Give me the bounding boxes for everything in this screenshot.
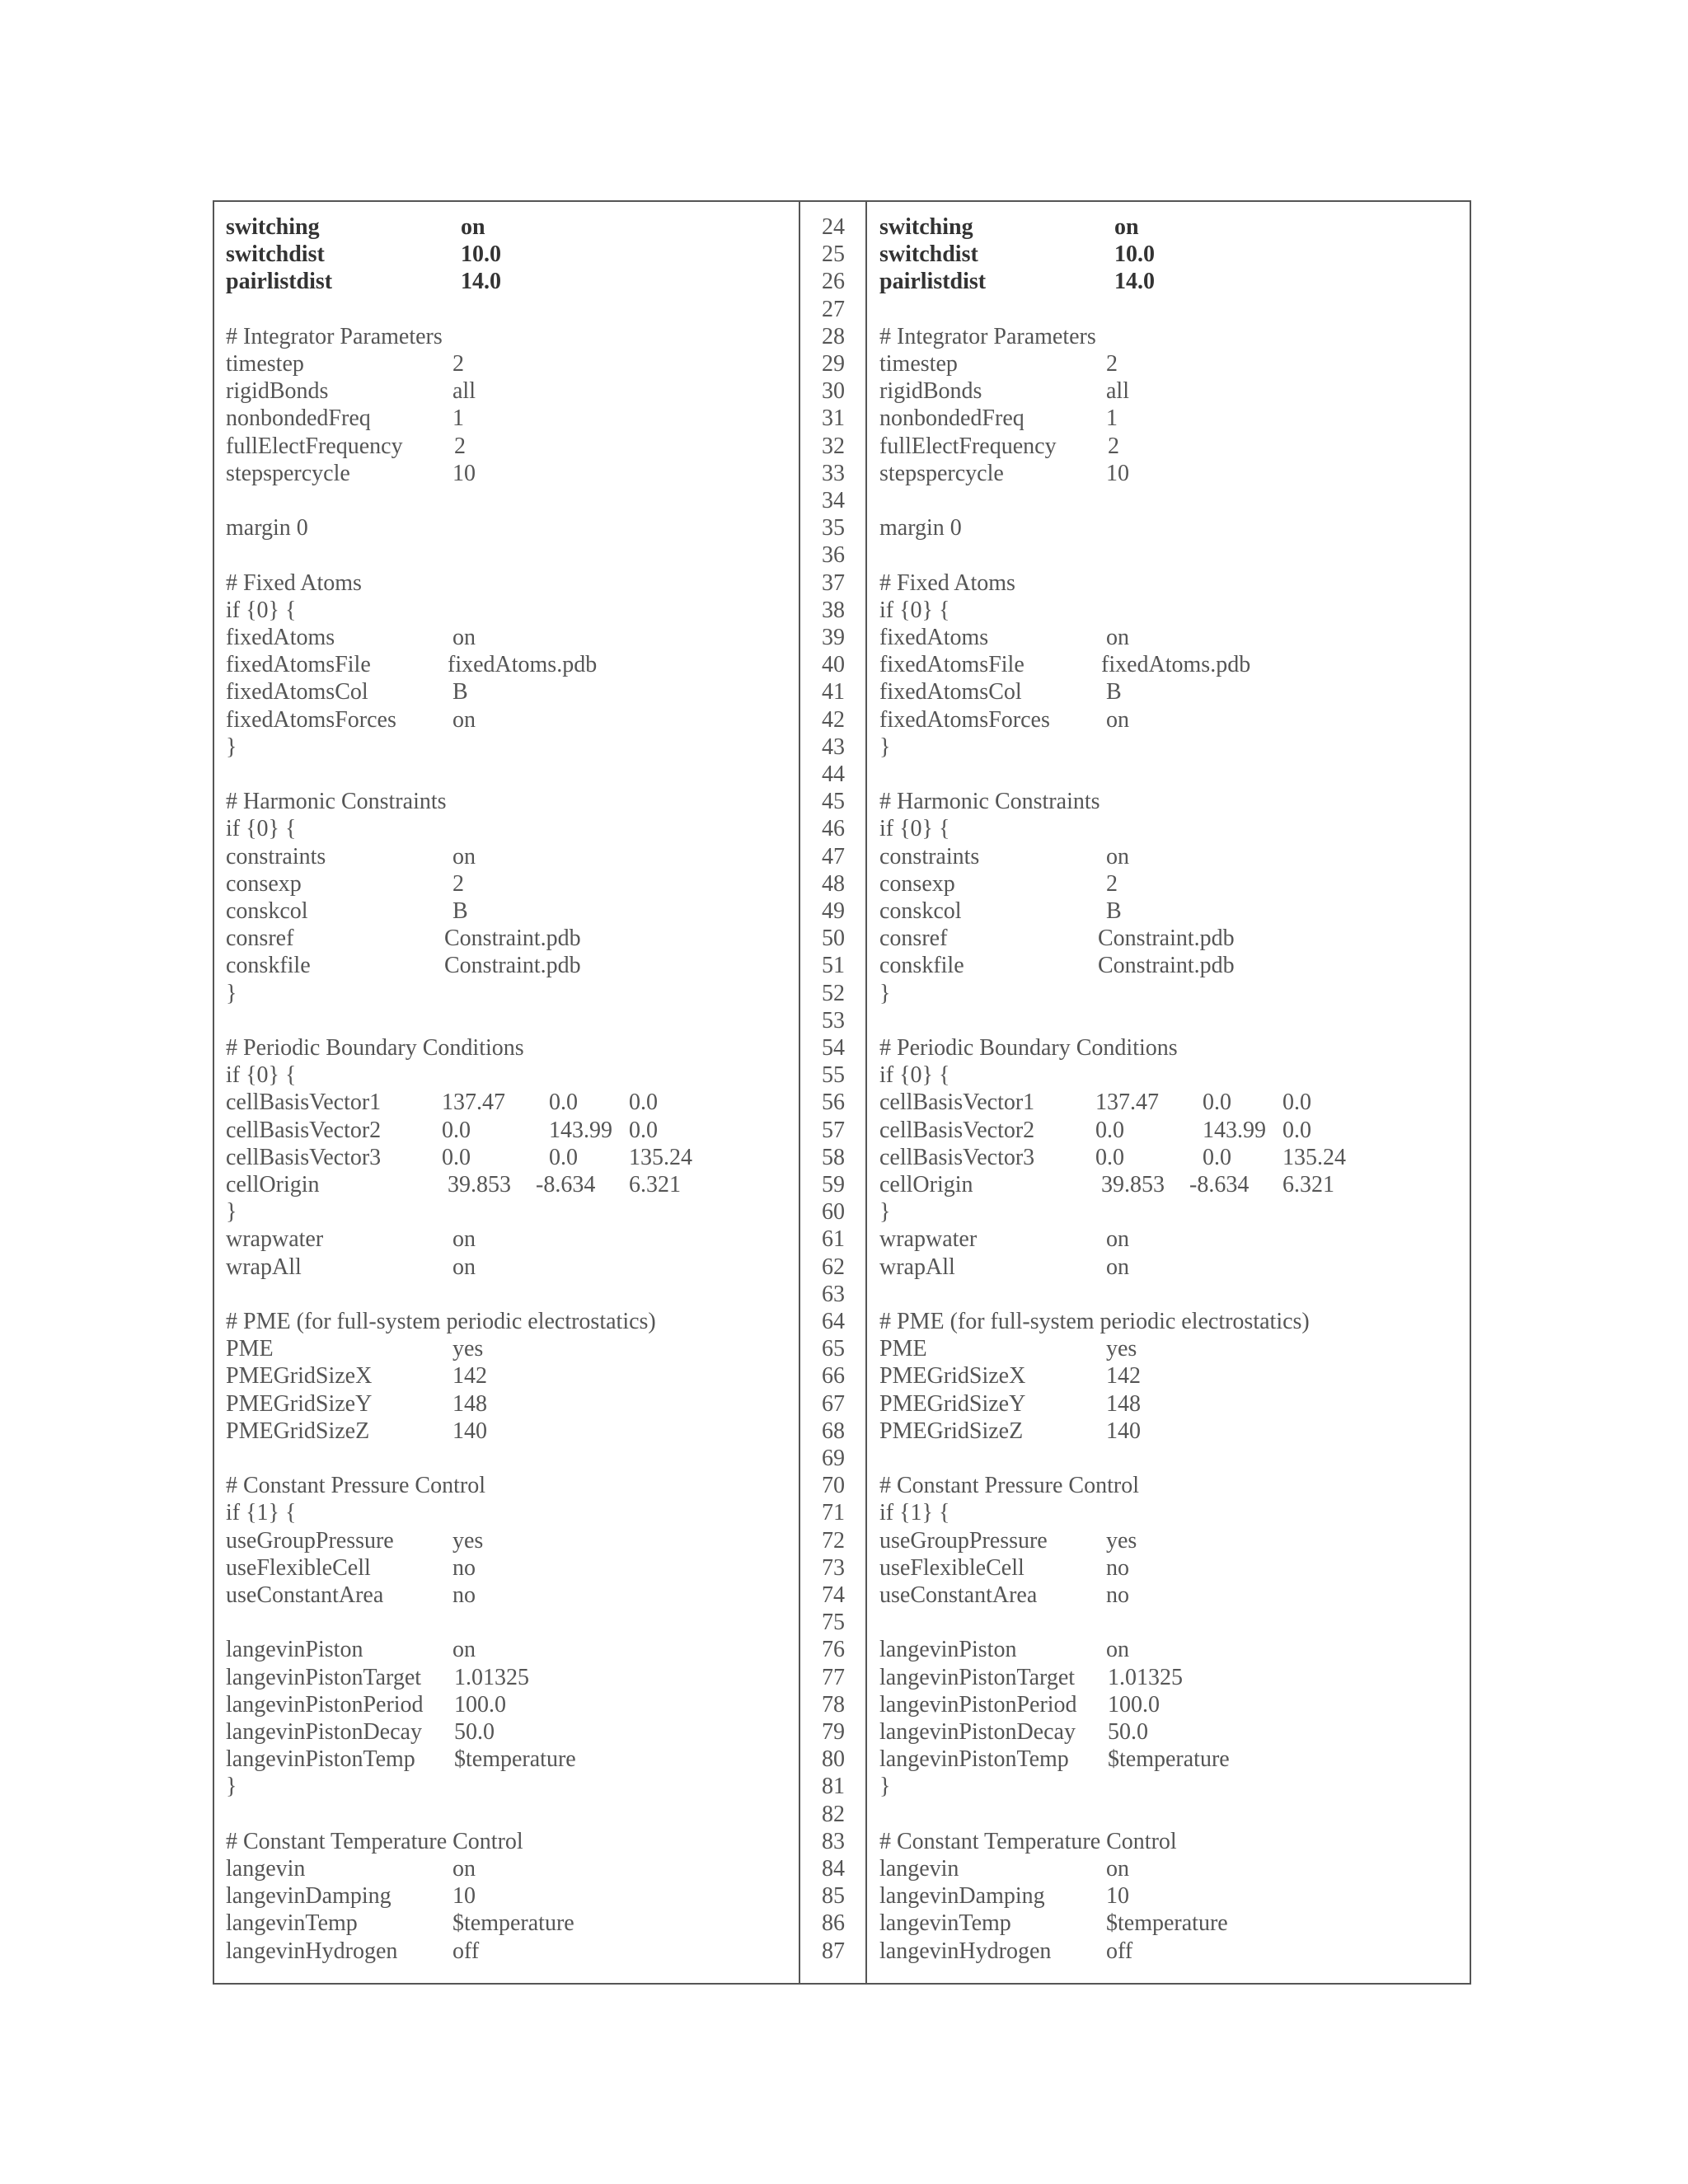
code-key: if {1} {: [879, 1500, 950, 1526]
code-key: PMEGridSizeZ: [879, 1418, 1024, 1444]
line-number: 77: [822, 1664, 845, 1690]
code-value: $temperature: [1108, 1746, 1230, 1773]
code-key: fixedAtoms: [879, 625, 989, 650]
line-number: 25: [822, 241, 845, 268]
code-key: langevinTemp: [879, 1910, 1011, 1937]
code-key: useConstantArea: [879, 1582, 1038, 1608]
code-value: 140: [1106, 1418, 1141, 1444]
code-value: -8.634: [1189, 1172, 1250, 1197]
code-value: Constraint.pdb: [444, 953, 581, 979]
code-value: no: [452, 1582, 476, 1608]
code-value: on: [1106, 843, 1129, 869]
code-value: 135.24: [1282, 1144, 1346, 1170]
line-number: 72: [822, 1527, 845, 1554]
code-key: # Periodic Boundary Conditions: [226, 1035, 524, 1061]
code-value: on: [1106, 1856, 1129, 1882]
line-number: 65: [822, 1336, 845, 1362]
code-key: cellBasisVector2: [879, 1117, 1035, 1143]
code-key: wrapAll: [879, 1254, 955, 1280]
code-key: fixedAtomsForces: [226, 706, 396, 733]
code-value: 2: [1106, 351, 1118, 377]
line-number: 63: [822, 1281, 845, 1307]
code-key: langevinPiston: [226, 1637, 363, 1663]
code-key: cellOrigin: [226, 1172, 320, 1197]
line-number: 49: [822, 898, 845, 924]
code-value: 10: [452, 1883, 476, 1910]
code-key: fixedAtomsForces: [879, 706, 1050, 733]
code-key: langevinTemp: [226, 1910, 358, 1937]
code-value: 100.0: [1108, 1691, 1160, 1718]
code-value: 39.853: [1101, 1172, 1165, 1197]
code-key: wrapwater: [879, 1226, 978, 1253]
code-value: no: [1106, 1554, 1129, 1581]
code-key: }: [879, 733, 891, 760]
code-key: cellOrigin: [879, 1172, 973, 1197]
code-key: switching: [226, 214, 320, 240]
code-value: 148: [1106, 1390, 1141, 1417]
code-value: 2: [454, 433, 466, 459]
line-number: 26: [822, 269, 845, 295]
code-key: if {0} {: [226, 597, 297, 623]
column-divider-right: [865, 200, 867, 1985]
code-key: langevinPistonPeriod: [879, 1691, 1077, 1718]
code-value: on: [1106, 625, 1129, 650]
code-key: # Fixed Atoms: [879, 569, 1015, 596]
code-value: 6.321: [1282, 1172, 1334, 1197]
code-key: }: [226, 733, 237, 760]
code-key: }: [879, 980, 891, 1006]
code-key: cellBasisVector1: [226, 1090, 382, 1116]
code-value: off: [452, 1938, 480, 1964]
line-number: 82: [822, 1801, 845, 1827]
line-number: 59: [822, 1172, 845, 1197]
code-value: 10: [1106, 1883, 1129, 1910]
code-key: langevin: [879, 1856, 959, 1882]
code-value: 0.0: [1282, 1117, 1311, 1143]
code-key: }: [226, 1199, 237, 1226]
line-number: 44: [822, 762, 845, 787]
code-value: on: [452, 1226, 476, 1253]
code-value: 14.0: [1114, 269, 1155, 295]
code-value: 0.0: [629, 1090, 658, 1116]
code-value: 0.0: [1203, 1090, 1231, 1116]
code-key: fixedAtomsCol: [879, 679, 1022, 705]
code-value: 10.0: [461, 241, 501, 268]
code-key: timestep: [879, 351, 958, 377]
line-number: 27: [822, 296, 845, 322]
line-number: 34: [822, 488, 845, 513]
code-key: langevinPistonTemp: [226, 1746, 415, 1773]
code-value: all: [452, 378, 476, 405]
code-value: on: [452, 1856, 476, 1882]
code-value: 2: [452, 351, 464, 377]
line-number: 33: [822, 460, 845, 486]
line-number: 36: [822, 542, 845, 569]
code-key: pairlistdist: [879, 269, 987, 295]
line-number: 87: [822, 1938, 845, 1964]
code-value: yes: [452, 1527, 484, 1554]
code-key: nonbondedFreq: [879, 405, 1025, 432]
code-key: # Periodic Boundary Conditions: [879, 1035, 1178, 1061]
line-number: 32: [822, 433, 845, 459]
code-key: margin 0: [226, 515, 308, 541]
code-key: # Constant Temperature Control: [879, 1828, 1177, 1854]
code-value: 50.0: [454, 1719, 495, 1745]
code-key: PMEGridSizeY: [879, 1390, 1026, 1417]
code-value: B: [452, 898, 468, 924]
code-key: constraints: [226, 843, 326, 869]
line-number: 80: [822, 1746, 845, 1773]
code-value: 0.0: [1095, 1144, 1124, 1170]
line-number: 31: [822, 405, 845, 432]
code-value: yes: [452, 1336, 484, 1362]
code-key: fixedAtomsFile: [226, 652, 371, 678]
code-key: consref: [879, 926, 948, 952]
line-number: 37: [822, 569, 845, 596]
code-key: conskfile: [226, 953, 311, 979]
code-key: langevinPistonTarget: [226, 1664, 422, 1690]
code-key: langevinDamping: [226, 1883, 392, 1910]
code-value: 2: [1106, 870, 1118, 897]
code-key: margin 0: [879, 515, 962, 541]
code-value: no: [1106, 1582, 1129, 1608]
line-number: 69: [822, 1446, 845, 1471]
code-key: langevinPistonPeriod: [226, 1691, 424, 1718]
code-key: # PME (for full-system periodic electrostatics): [879, 1309, 1310, 1334]
code-value: 148: [452, 1390, 487, 1417]
code-key: # Integrator Parameters: [226, 323, 443, 349]
code-value: off: [1106, 1938, 1133, 1964]
code-value: 0.0: [549, 1144, 578, 1170]
code-value: 137.47: [1095, 1090, 1159, 1116]
line-number: 41: [822, 679, 845, 705]
code-key: consexp: [226, 870, 302, 897]
code-value: 135.24: [629, 1144, 692, 1170]
code-key: wrapAll: [226, 1254, 302, 1280]
code-value: on: [1106, 1637, 1129, 1663]
line-number: 62: [822, 1254, 845, 1280]
code-value: on: [452, 706, 476, 733]
code-key: fixedAtoms: [226, 625, 335, 650]
line-number: 75: [822, 1610, 845, 1636]
code-key: switchdist: [226, 241, 325, 268]
code-key: switchdist: [879, 241, 978, 268]
line-number: 70: [822, 1473, 845, 1499]
code-key: PMEGridSizeX: [879, 1363, 1026, 1390]
code-key: switching: [879, 214, 973, 240]
code-key: # Fixed Atoms: [226, 569, 362, 596]
code-key: wrapwater: [226, 1226, 324, 1253]
code-key: # Harmonic Constraints: [226, 789, 447, 815]
code-value: 10.0: [1114, 241, 1155, 268]
code-key: cellBasisVector1: [879, 1090, 1035, 1116]
code-key: fixedAtomsFile: [879, 652, 1025, 678]
code-value: 6.321: [629, 1172, 681, 1197]
code-key: useGroupPressure: [226, 1527, 394, 1554]
code-key: useFlexibleCell: [226, 1554, 371, 1581]
code-key: # Harmonic Constraints: [879, 789, 1100, 815]
line-number: 67: [822, 1390, 845, 1417]
code-key: fixedAtomsCol: [226, 679, 368, 705]
code-key: if {0} {: [879, 816, 950, 842]
code-value: 142: [452, 1363, 487, 1390]
code-key: cellBasisVector2: [226, 1117, 382, 1143]
code-value: 100.0: [454, 1691, 506, 1718]
line-number: 46: [822, 816, 845, 842]
line-number: 83: [822, 1828, 845, 1854]
line-number: 85: [822, 1883, 845, 1910]
code-key: stepspercycle: [879, 460, 1004, 486]
code-value: 142: [1106, 1363, 1141, 1390]
code-value: 0.0: [1203, 1144, 1231, 1170]
code-key: # Constant Temperature Control: [226, 1828, 523, 1854]
code-key: constraints: [879, 843, 980, 869]
code-key: # PME (for full-system periodic electrostatics): [226, 1309, 656, 1334]
line-number: 24: [822, 214, 845, 240]
code-value: yes: [1106, 1527, 1137, 1554]
code-key: if {0} {: [879, 597, 950, 623]
line-number: 60: [822, 1199, 845, 1226]
code-key: PMEGridSizeY: [226, 1390, 373, 1417]
code-value: 143.99: [1203, 1117, 1266, 1143]
code-key: consref: [226, 926, 294, 952]
line-number: 71: [822, 1500, 845, 1526]
code-key: timestep: [226, 351, 304, 377]
code-value: 0.0: [442, 1144, 471, 1170]
code-key: PMEGridSizeX: [226, 1363, 373, 1390]
code-value: Constraint.pdb: [1098, 953, 1235, 979]
code-value: on: [452, 1637, 476, 1663]
line-number: 68: [822, 1418, 845, 1444]
code-key: consexp: [879, 870, 955, 897]
code-key: cellBasisVector3: [226, 1144, 382, 1170]
line-number: 52: [822, 980, 845, 1006]
code-key: }: [226, 980, 237, 1006]
code-key: }: [226, 1774, 237, 1800]
code-value: B: [1106, 679, 1122, 705]
code-value: 140: [452, 1418, 487, 1444]
code-key: useGroupPressure: [879, 1527, 1048, 1554]
code-value: 50.0: [1108, 1719, 1148, 1745]
line-number: 53: [822, 1007, 845, 1033]
code-value: no: [452, 1554, 476, 1581]
code-key: conskcol: [879, 898, 962, 924]
code-value: 0.0: [1282, 1090, 1311, 1116]
code-value: all: [1106, 378, 1129, 405]
code-key: if {0} {: [879, 1062, 950, 1089]
line-number: 38: [822, 597, 845, 623]
code-value: on: [452, 1254, 476, 1280]
code-value: 1: [452, 405, 464, 432]
code-key: # Integrator Parameters: [879, 323, 1096, 349]
code-key: rigidBonds: [226, 378, 329, 405]
code-key: langevinPistonDecay: [226, 1719, 422, 1745]
code-value: $temperature: [1106, 1910, 1228, 1937]
line-number: 81: [822, 1774, 845, 1800]
code-value: on: [1106, 1226, 1129, 1253]
line-number: 54: [822, 1035, 845, 1061]
code-value: 0.0: [629, 1117, 658, 1143]
line-number: 74: [822, 1582, 845, 1608]
code-value: 10: [452, 460, 476, 486]
column-divider-left: [799, 200, 800, 1985]
code-value: 0.0: [442, 1117, 471, 1143]
code-value: on: [1114, 214, 1139, 240]
code-value: 1: [1106, 405, 1118, 432]
code-value: 1.01325: [454, 1664, 529, 1690]
code-key: if {0} {: [226, 1062, 297, 1089]
code-key: # Constant Pressure Control: [879, 1473, 1139, 1499]
line-number: 76: [822, 1637, 845, 1663]
line-number: 66: [822, 1363, 845, 1390]
code-key: }: [879, 1774, 891, 1800]
code-key: langevinHydrogen: [226, 1938, 398, 1964]
code-key: langevinPistonDecay: [879, 1719, 1076, 1745]
code-key: nonbondedFreq: [226, 405, 371, 432]
code-value: -8.634: [536, 1172, 596, 1197]
line-number: 61: [822, 1226, 845, 1253]
code-key: langevinPistonTemp: [879, 1746, 1069, 1773]
code-key: fullElectFrequency: [879, 433, 1057, 459]
code-key: langevinPiston: [879, 1637, 1017, 1663]
code-key: stepspercycle: [226, 460, 350, 486]
line-number: 28: [822, 323, 845, 349]
code-value: on: [452, 843, 476, 869]
line-number: 45: [822, 789, 845, 815]
code-key: langevinDamping: [879, 1883, 1045, 1910]
line-number: 43: [822, 733, 845, 760]
code-value: B: [452, 679, 468, 705]
line-number: 51: [822, 953, 845, 979]
code-key: }: [879, 1199, 891, 1226]
code-key: conskcol: [226, 898, 308, 924]
code-key: # Constant Pressure Control: [226, 1473, 485, 1499]
code-key: PME: [879, 1336, 927, 1362]
code-key: PME: [226, 1336, 274, 1362]
code-value: 2: [452, 870, 464, 897]
line-number: 30: [822, 378, 845, 405]
code-value: 137.47: [442, 1090, 505, 1116]
code-key: langevinHydrogen: [879, 1938, 1052, 1964]
line-number: 40: [822, 652, 845, 678]
code-key: PMEGridSizeZ: [226, 1418, 370, 1444]
code-value: 10: [1106, 460, 1129, 486]
line-number: 84: [822, 1856, 845, 1882]
code-value: on: [1106, 706, 1129, 733]
line-number: 73: [822, 1554, 845, 1581]
code-value: 39.853: [448, 1172, 511, 1197]
code-key: if {0} {: [226, 816, 297, 842]
code-value: 2: [1108, 433, 1119, 459]
line-number: 47: [822, 843, 845, 869]
line-number: 50: [822, 926, 845, 952]
line-number: 29: [822, 351, 845, 377]
code-key: if {1} {: [226, 1500, 297, 1526]
code-value: Constraint.pdb: [1098, 926, 1235, 952]
code-value: Constraint.pdb: [444, 926, 581, 952]
code-value: on: [461, 214, 485, 240]
line-number: 58: [822, 1144, 845, 1170]
code-value: $temperature: [454, 1746, 576, 1773]
code-key: langevinPistonTarget: [879, 1664, 1076, 1690]
code-key: pairlistdist: [226, 269, 333, 295]
line-number: 42: [822, 706, 845, 733]
code-key: conskfile: [879, 953, 964, 979]
code-key: useConstantArea: [226, 1582, 384, 1608]
line-number: 48: [822, 870, 845, 897]
code-value: yes: [1106, 1336, 1137, 1362]
line-number: 79: [822, 1719, 845, 1745]
line-number: 55: [822, 1062, 845, 1089]
code-value: fixedAtoms.pdb: [448, 652, 598, 678]
code-value: $temperature: [452, 1910, 574, 1937]
line-number: 35: [822, 515, 845, 541]
code-key: fullElectFrequency: [226, 433, 403, 459]
line-number: 57: [822, 1117, 845, 1143]
code-value: fixedAtoms.pdb: [1101, 652, 1251, 678]
code-value: on: [452, 625, 476, 650]
line-number: 64: [822, 1309, 845, 1334]
code-key: rigidBonds: [879, 378, 982, 405]
line-number: 78: [822, 1691, 845, 1718]
code-key: langevin: [226, 1856, 306, 1882]
code-key: cellBasisVector3: [879, 1144, 1035, 1170]
line-number: 56: [822, 1090, 845, 1116]
code-value: 143.99: [549, 1117, 612, 1143]
line-number: 39: [822, 625, 845, 650]
code-value: 0.0: [549, 1090, 578, 1116]
code-value: 14.0: [461, 269, 501, 295]
code-value: 0.0: [1095, 1117, 1124, 1143]
code-value: 1.01325: [1108, 1664, 1183, 1690]
code-value: on: [1106, 1254, 1129, 1280]
code-value: B: [1106, 898, 1122, 924]
code-key: useFlexibleCell: [879, 1554, 1025, 1581]
line-number: 86: [822, 1910, 845, 1937]
